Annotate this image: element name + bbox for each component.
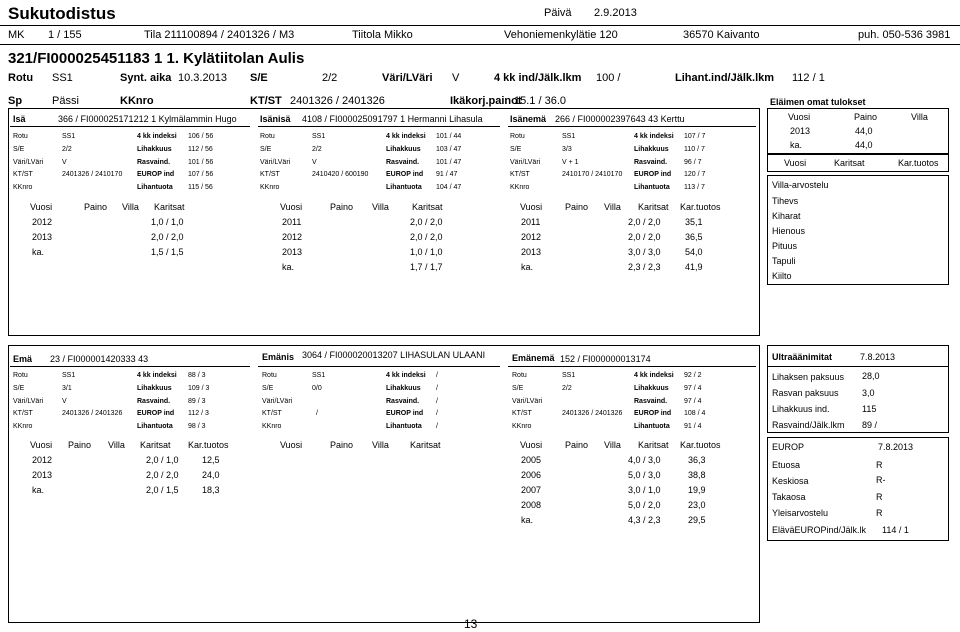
se-value: 2/2 (322, 72, 338, 84)
ema-rasvaind: 89 / 3 (188, 398, 206, 405)
lihant-label: Lihant.ind/Jälk.lkm (675, 72, 775, 84)
isanema-europ-label: EUROP ind (634, 171, 672, 178)
emanisa-col-paino: Paino (330, 440, 354, 450)
se-label: S/E (250, 72, 268, 84)
isanema-lihantuota: 113 / 7 (684, 184, 705, 191)
emanema-rotu-label: Rotu (512, 372, 527, 379)
isanisa-vari-label: Väri/LVäri (260, 159, 291, 166)
isanema-ktst-label: KT/ST (510, 171, 530, 178)
vari-value: V (452, 72, 460, 84)
isanema-row-tuotos: 54,0 (685, 247, 703, 257)
isanema-row-tuotos: 35,1 (685, 217, 703, 227)
ema-europ-label: EUROP ind (137, 410, 175, 417)
kk-value: 100 / (596, 72, 621, 84)
isanema-se-label: S/E (510, 146, 522, 153)
isanema-name: 266 / FI000002397643 43 Kerttu (555, 114, 685, 124)
ultra-title: Ultraäänimitat (772, 352, 833, 362)
ema-ktst: 2401326 / 2401326 (62, 410, 123, 417)
ultra-item-value: 3,0 (862, 388, 875, 398)
ultra-item-value: 115 (862, 404, 877, 414)
isanema-col-karitsat: Karitsat (638, 202, 669, 212)
europ-item-label: Etuosa (772, 460, 801, 470)
isanisa-row-year: 2013 (282, 247, 303, 257)
emanema-name: 152 / FI000000013174 (560, 354, 651, 364)
isa-kknro-label: KKnro (13, 184, 33, 191)
emanisa-lihakkuus: / (436, 385, 438, 392)
emanema-label: Emänemä (512, 353, 555, 363)
isa-lihakkuus-label: Lihakkuus (137, 146, 172, 153)
own-results-title: Eläimen omat tulokset (770, 97, 866, 107)
col-karitsat: Karitsat (834, 158, 865, 168)
emanema-kk: 92 / 2 (684, 372, 702, 379)
trait-pituus: Pituus (772, 241, 798, 251)
emanema-kk-label: 4 kk indeksi (634, 372, 674, 379)
emanema-europ-label: EUROP ind (634, 410, 672, 417)
isanisa-row-karitsat: 2,0 / 2,0 (410, 217, 443, 227)
emanisa-lihantuota-label: Lihantuota (386, 423, 422, 430)
emanisa-rasvaind-label: Rasvaind. (386, 398, 420, 405)
emanema-row-tuotos: 23,0 (688, 500, 706, 510)
isanema-kk-label: 4 kk indeksi (634, 133, 674, 140)
isanisa-row-karitsat: 2,0 / 2,0 (410, 232, 443, 242)
isanema-rotu: SS1 (562, 133, 576, 140)
isanisa-lihantuota: 104 / 47 (436, 184, 462, 191)
col-paino: Paino (854, 112, 878, 122)
emanisa-vari-label: Väri/LVäri (262, 398, 293, 405)
isanema-europ: 120 / 7 (684, 171, 706, 178)
emanisa-name: 3064 / FI000020013207 LIHASULAN ULAANI (302, 350, 486, 360)
sp-value: Pässi (52, 95, 79, 107)
isanisa-col-villa: Villa (372, 202, 389, 212)
ultra-item-label: Rasvaind/Jälk.lkm (772, 420, 845, 430)
isa-col-vuosi: Vuosi (30, 202, 53, 212)
europ-item-label: Yleisarvostelu (772, 508, 829, 518)
isanisa-kk: 101 / 44 (436, 133, 462, 140)
isanisa-row-year: 2011 (282, 217, 302, 227)
trait-hienous: Hienous (772, 226, 806, 236)
emanisa-se: 0/0 (312, 385, 322, 392)
own-avg-weight: 44,0 (855, 140, 873, 150)
isanema-rasvaind-label: Rasvaind. (634, 159, 668, 166)
emanisa-rotu-label: Rotu (262, 372, 277, 379)
mk-value: 1 / 155 (48, 29, 82, 41)
wool-evaluation (767, 175, 949, 285)
animal-title: 321/FI000025451183 1 1. Kylätiitolan Aulis (8, 50, 305, 67)
isa-ktst: 2401326 / 2410170 (62, 171, 123, 178)
isanema-col-kartuotos: Kar.tuotos (680, 202, 721, 212)
isa-col-karitsat: Karitsat (154, 202, 185, 212)
isanema-lihantuota-label: Lihantuota (634, 184, 670, 191)
ema-vari-label: Väri/LVäri (13, 398, 44, 405)
isa-se-label: S/E (13, 146, 25, 153)
ema-kk: 88 / 3 (188, 372, 206, 379)
emanisa-kknro-label: KKnro (262, 423, 282, 430)
ultra-item-label: Rasvan paksuus (772, 388, 839, 398)
owner-phone: puh. 050-536 3981 (858, 29, 951, 41)
isanema-kk: 107 / 7 (684, 133, 706, 140)
emanisa-lihakkuus-label: Lihakkuus (386, 385, 421, 392)
ema-ktst-label: KT/ST (13, 410, 33, 417)
isa-row-year: 2013 (32, 232, 53, 242)
isanisa-vari: V (312, 159, 317, 166)
emanema-col-vuosi: Vuosi (520, 440, 543, 450)
emanema-row-year: 2006 (521, 470, 542, 480)
isanema-col-villa: Villa (604, 202, 621, 212)
isanema-row-year: 2013 (521, 247, 542, 257)
isanisa-europ: 91 / 47 (436, 171, 458, 178)
emanema-ktst-label: KT/ST (512, 410, 532, 417)
isanema-row-karitsat: 2,3 / 2,3 (628, 262, 661, 272)
ema-se-label: S/E (13, 385, 25, 392)
vari-label: Väri/LVäri (382, 72, 433, 84)
ema-kknro-label: KKnro (13, 423, 33, 430)
isanema-lihakkuus-label: Lihakkuus (634, 146, 669, 153)
ikakorj-value: 15.1 / 36.0 (514, 95, 566, 107)
europ-item-value: R (876, 460, 883, 470)
ema-col-paino: Paino (68, 440, 92, 450)
isanema-rotu-label: Rotu (510, 133, 525, 140)
ktst-label: KT/ST (250, 95, 282, 107)
date-label: Päivä (544, 7, 572, 19)
emanema-row-karitsat: 5,0 / 3,0 (628, 470, 661, 480)
ema-row-karitsat: 2,0 / 1,5 (146, 485, 179, 495)
isanisa-name: 4108 / FI000025091797 1 Hermanni Lihasula (302, 114, 483, 124)
synt-value: 10.3.2013 (178, 72, 227, 84)
ema-rotu-label: Rotu (13, 372, 28, 379)
isanema-kknro-label: KKnro (510, 184, 530, 191)
isanisa-label: Isänisä (260, 114, 291, 124)
emanema-col-villa: Villa (604, 440, 621, 450)
isa-lihakkuus: 112 / 56 (188, 146, 213, 153)
emanema-row-year: ka. (521, 515, 534, 525)
emanisa-kk: / (436, 372, 438, 379)
rotu-label: Rotu (8, 72, 34, 84)
isanema-row-tuotos: 36,5 (685, 232, 703, 242)
europ-item-label: EläväEUROPind/Jälk.lk (772, 525, 867, 535)
emanema-ktst: 2401326 / 2401326 (562, 410, 623, 417)
emanisa-se-label: S/E (262, 385, 274, 392)
ema-row-karitsat: 2,0 / 1,0 (146, 455, 179, 465)
emanema-lihantuota-label: Lihantuota (634, 423, 670, 430)
isanema-row-tuotos: 41,9 (685, 262, 703, 272)
isanema-col-paino: Paino (565, 202, 589, 212)
trait-tapuli: Tapuli (772, 256, 796, 266)
owner-postal: 36570 Kaivanto (683, 29, 760, 41)
trait-kiilto: Kiilto (772, 271, 792, 281)
isa-row-year: ka. (32, 247, 45, 257)
isanisa-rotu: SS1 (312, 133, 326, 140)
ktst-value: 2401326 / 2401326 (290, 95, 385, 107)
isanisa-se-label: S/E (260, 146, 272, 153)
farm-id: Tila 211100894 / 2401326 / M3 (144, 29, 295, 41)
col-villa: Villa (911, 112, 928, 122)
emanisa-rotu: SS1 (312, 372, 326, 379)
isa-kk-label: 4 kk indeksi (137, 133, 177, 140)
emanema-row-year: 2008 (521, 500, 542, 510)
isanisa-lihakkuus-label: Lihakkuus (386, 146, 421, 153)
emanema-rotu: SS1 (562, 372, 576, 379)
ema-lihantuota-label: Lihantuota (137, 423, 173, 430)
isa-row-karitsat: 1,0 / 1,0 (151, 217, 184, 227)
isanema-se: 3/3 (562, 146, 572, 153)
emanema-row-year: 2007 (521, 485, 542, 495)
isanisa-col-karitsat: Karitsat (412, 202, 443, 212)
emanisa-col-karitsat: Karitsat (410, 440, 441, 450)
synt-label: Synt. aika (120, 72, 172, 84)
emanema-row-tuotos: 19,9 (688, 485, 706, 495)
kknro-label: KKnro (120, 95, 154, 107)
sp-label: Sp (8, 95, 23, 107)
isa-lihantuota-label: Lihantuota (137, 184, 173, 191)
emanema-row-year: 2005 (521, 455, 542, 465)
ema-label: Emä (13, 354, 33, 364)
page-number: 13 (464, 617, 478, 631)
ema-lihakkuus: 109 / 3 (188, 385, 210, 392)
isanisa-rasvaind-label: Rasvaind. (386, 159, 420, 166)
ema-row-karitsat: 2,0 / 2,0 (146, 470, 179, 480)
isanisa-lihakkuus: 103 / 47 (436, 146, 462, 153)
emanisa-col-villa: Villa (372, 440, 389, 450)
isa-ktst-label: KT/ST (13, 171, 33, 178)
emanema-se: 2/2 (562, 385, 572, 392)
isanisa-rasvaind: 101 / 47 (436, 159, 462, 166)
emanema-kknro-label: KKnro (512, 423, 532, 430)
europ-box (767, 437, 949, 541)
isa-rotu: SS1 (62, 133, 76, 140)
ikakorj-label: Ikäkorj.painot (450, 95, 522, 107)
emanema-vari-label: Väri/LVäri (512, 398, 543, 405)
ultrasound-box (767, 345, 949, 433)
ema-europ: 112 / 3 (188, 410, 209, 417)
owner-name: Tiitola Mikko (352, 29, 413, 41)
isanisa-row-year: ka. (282, 262, 295, 272)
emanema-row-tuotos: 36,3 (688, 455, 706, 465)
emanema-rasvaind: 97 / 4 (684, 398, 702, 405)
isanisa-row-year: 2012 (282, 232, 303, 242)
isanema-row-year: ka. (521, 262, 534, 272)
isa-rasvaind: 101 / 56 (188, 159, 214, 166)
ultra-item-value: 89 / (862, 420, 878, 430)
isanema-vari: V + 1 (562, 159, 579, 166)
isa-label: Isä (13, 114, 26, 124)
ema-row-year: 2012 (32, 455, 53, 465)
ultra-item-label: Lihakkuus ind. (772, 404, 830, 414)
europ-date: 7.8.2013 (878, 442, 914, 452)
isanisa-se: 2/2 (312, 146, 322, 153)
lihant-value: 112 / 1 (792, 72, 825, 84)
isanisa-kknro-label: KKnro (260, 184, 280, 191)
emanema-se-label: S/E (512, 385, 524, 392)
isa-row-year: 2012 (32, 217, 53, 227)
emanisa-rasvaind: / (436, 398, 438, 405)
emanema-lihakkuus: 97 / 4 (684, 385, 702, 392)
mk-label: MK (8, 29, 25, 41)
europ-item-label: Takaosa (772, 492, 806, 502)
emanema-row-tuotos: 29,5 (688, 515, 706, 525)
isa-vari: V (62, 159, 67, 166)
emanema-lihantuota: 91 / 4 (684, 423, 702, 430)
isanisa-rotu-label: Rotu (260, 133, 275, 140)
rotu-value: SS1 (52, 72, 73, 84)
col-vuosi: Vuosi (784, 158, 807, 168)
emanisa-label: Emänis (262, 352, 295, 362)
own-avg-label: ka. (790, 140, 803, 150)
isa-europ: 107 / 56 (188, 171, 214, 178)
ema-se: 3/1 (62, 385, 72, 392)
ema-col-villa: Villa (108, 440, 125, 450)
isa-name: 366 / FI000025171212 1 Kylmälammin Hugo (58, 114, 237, 124)
emanisa-ktst-label: KT/ST (262, 410, 282, 417)
isa-se: 2/2 (62, 146, 72, 153)
isa-kk: 106 / 56 (188, 133, 214, 140)
isanema-lihakkuus: 110 / 7 (684, 146, 705, 153)
ema-row-tuotos: 12,5 (202, 455, 220, 465)
isanisa-row-karitsat: 1,0 / 1,0 (410, 247, 443, 257)
isanisa-col-paino: Paino (330, 202, 354, 212)
ema-lihantuota: 98 / 3 (188, 423, 206, 430)
emanema-row-karitsat: 3,0 / 1,0 (628, 485, 661, 495)
isa-lihantuota: 115 / 56 (188, 184, 213, 191)
emanema-row-karitsat: 5,0 / 2,0 (628, 500, 661, 510)
isanisa-col-vuosi: Vuosi (280, 202, 303, 212)
isa-rotu-label: Rotu (13, 133, 28, 140)
isa-vari-label: Väri/LVäri (13, 159, 44, 166)
page-title: Sukutodistus (8, 4, 116, 23)
emanema-col-paino: Paino (565, 440, 589, 450)
isanema-vari-label: Väri/LVäri (510, 159, 541, 166)
isanema-col-vuosi: Vuosi (520, 202, 543, 212)
isa-europ-label: EUROP ind (137, 171, 175, 178)
emanisa-ktst: / (316, 410, 318, 417)
kk-label: 4 kk ind/Jälk.lkm (494, 72, 582, 84)
ema-rotu: SS1 (62, 372, 76, 379)
ultra-item-label: Lihaksen paksuus (772, 372, 845, 382)
ema-col-kartuotos: Kar.tuotos (188, 440, 229, 450)
emanisa-europ-label: EUROP ind (386, 410, 424, 417)
col-kartuotos: Kar.tuotos (898, 158, 939, 168)
ultra-item-value: 28,0 (862, 371, 880, 381)
isanema-ktst: 2410170 / 2410170 (562, 171, 623, 178)
isanema-label: Isänemä (510, 114, 547, 124)
ema-lihakkuus-label: Lihakkuus (137, 385, 172, 392)
own-weight: 44,0 (855, 126, 873, 136)
emanema-row-karitsat: 4,0 / 3,0 (628, 455, 661, 465)
europ-item-value: R (876, 492, 883, 502)
isanema-rasvaind: 96 / 7 (684, 159, 702, 166)
isanisa-ktst-label: KT/ST (260, 171, 280, 178)
isa-row-karitsat: 1,5 / 1,5 (151, 247, 184, 257)
ema-row-year: 2013 (32, 470, 53, 480)
ema-col-vuosi: Vuosi (30, 440, 53, 450)
europ-item-value: R- (876, 475, 886, 485)
isanema-row-year: 2012 (521, 232, 542, 242)
own-lamb-header (767, 154, 949, 172)
isanema-row-karitsat: 2,0 / 2,0 (628, 232, 661, 242)
isanisa-row-karitsat: 1,7 / 1,7 (410, 262, 443, 272)
isanisa-europ-label: EUROP ind (386, 171, 424, 178)
ema-vari: V (62, 398, 67, 405)
isa-col-villa: Villa (122, 202, 139, 212)
emanema-europ: 108 / 4 (684, 410, 706, 417)
europ-item-label: Keskiosa (772, 476, 809, 486)
ema-col-karitsat: Karitsat (140, 440, 171, 450)
ema-name: 23 / FI000001420333 43 (50, 354, 149, 364)
ema-rasvaind-label: Rasvaind. (137, 398, 171, 405)
emanema-col-karitsat: Karitsat (638, 440, 669, 450)
ema-row-year: ka. (32, 485, 45, 495)
emanema-lihakkuus-label: Lihakkuus (634, 385, 669, 392)
europ-item-value: R (876, 508, 883, 518)
trait-villa-arvostelu: Villa-arvostelu (772, 180, 829, 190)
owner-address: Vehoniemenkylätie 120 (504, 29, 618, 41)
trait-tihevs: Tihevs (772, 196, 799, 206)
emanema-rasvaind-label: Rasvaind. (634, 398, 668, 405)
isanisa-ktst: 2410420 / 600190 (312, 171, 369, 178)
own-year: 2013 (790, 126, 811, 136)
isanisa-kk-label: 4 kk indeksi (386, 133, 426, 140)
emanisa-col-vuosi: Vuosi (280, 440, 303, 450)
isa-col-paino: Paino (84, 202, 108, 212)
isanema-row-year: 2011 (521, 217, 541, 227)
ultra-date: 7.8.2013 (860, 352, 896, 362)
isanisa-lihantuota-label: Lihantuota (386, 184, 422, 191)
isa-rasvaind-label: Rasvaind. (137, 159, 171, 166)
ema-row-tuotos: 24,0 (202, 470, 220, 480)
col-vuosi: Vuosi (788, 112, 811, 122)
trait-kiharat: Kiharat (772, 211, 801, 221)
ema-kk-label: 4 kk indeksi (137, 372, 177, 379)
europ-item-value: 114 / 1 (882, 525, 909, 535)
emanema-col-kartuotos: Kar.tuotos (680, 440, 721, 450)
isanema-row-karitsat: 2,0 / 2,0 (628, 217, 661, 227)
emanisa-europ: / (436, 410, 438, 417)
isa-row-karitsat: 2,0 / 2,0 (151, 232, 184, 242)
date-value: 2.9.2013 (594, 7, 637, 19)
emanisa-kk-label: 4 kk indeksi (386, 372, 426, 379)
emanisa-lihantuota: / (436, 423, 438, 430)
europ-title: EUROP (772, 442, 805, 452)
emanema-row-karitsat: 4,3 / 2,3 (628, 515, 661, 525)
isanema-row-karitsat: 3,0 / 3,0 (628, 247, 661, 257)
ema-row-tuotos: 18,3 (202, 485, 220, 495)
emanema-row-tuotos: 38,8 (688, 470, 706, 480)
own-results-table (767, 108, 949, 154)
